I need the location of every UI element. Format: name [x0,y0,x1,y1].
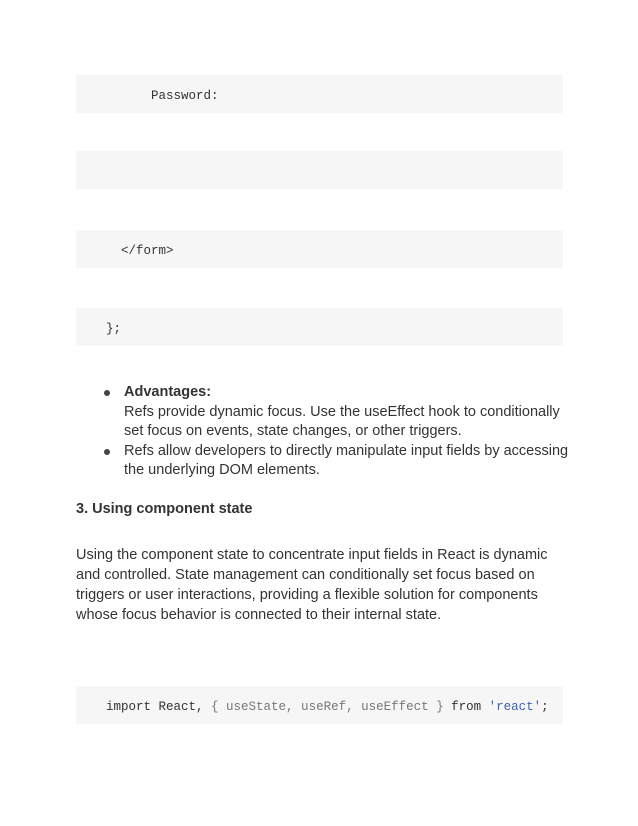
bullet-text: Refs allow developers to directly manipulate input fields by accessing the underlying DOM elements. [124,442,569,478]
code-line [76,636,563,674]
code-indent [106,89,151,103]
bullet-item [104,442,574,481]
bullet-item [104,383,574,442]
code-line [76,714,563,752]
code-braces: { useState, useRef, useEffect } [211,700,444,714]
section-heading: 3. Using component state [76,501,253,517]
bullet-title: Advantages: [124,384,212,400]
section-paragraph: Using the component state to concentrate input fields in React is dynamic and controlled. State management can conditionally set focus based on triggers or user interactions, providing a flexible solution for components whose focus behavior is connected to their internal state. [76,547,548,623]
code-text: from [443,700,489,714]
code-string: 'react' [488,700,542,714]
bullet-text: Refs provide dynamic focus. Use the useEffect hook to conditionally set focus on events, state changes, or other triggers. [124,403,560,439]
bullet-list [104,383,574,481]
code-text: </form> [121,244,174,258]
code-line [76,103,563,141]
code-text: ; [541,700,549,714]
bullet-dot-icon [104,390,110,396]
bullet-dot-icon [104,449,110,455]
code-text: }; [106,322,122,336]
code-line [76,179,563,217]
code-line [76,256,563,294]
code-text: Password: [151,89,219,103]
code-line [76,334,563,372]
code-text: import React, [106,700,212,714]
